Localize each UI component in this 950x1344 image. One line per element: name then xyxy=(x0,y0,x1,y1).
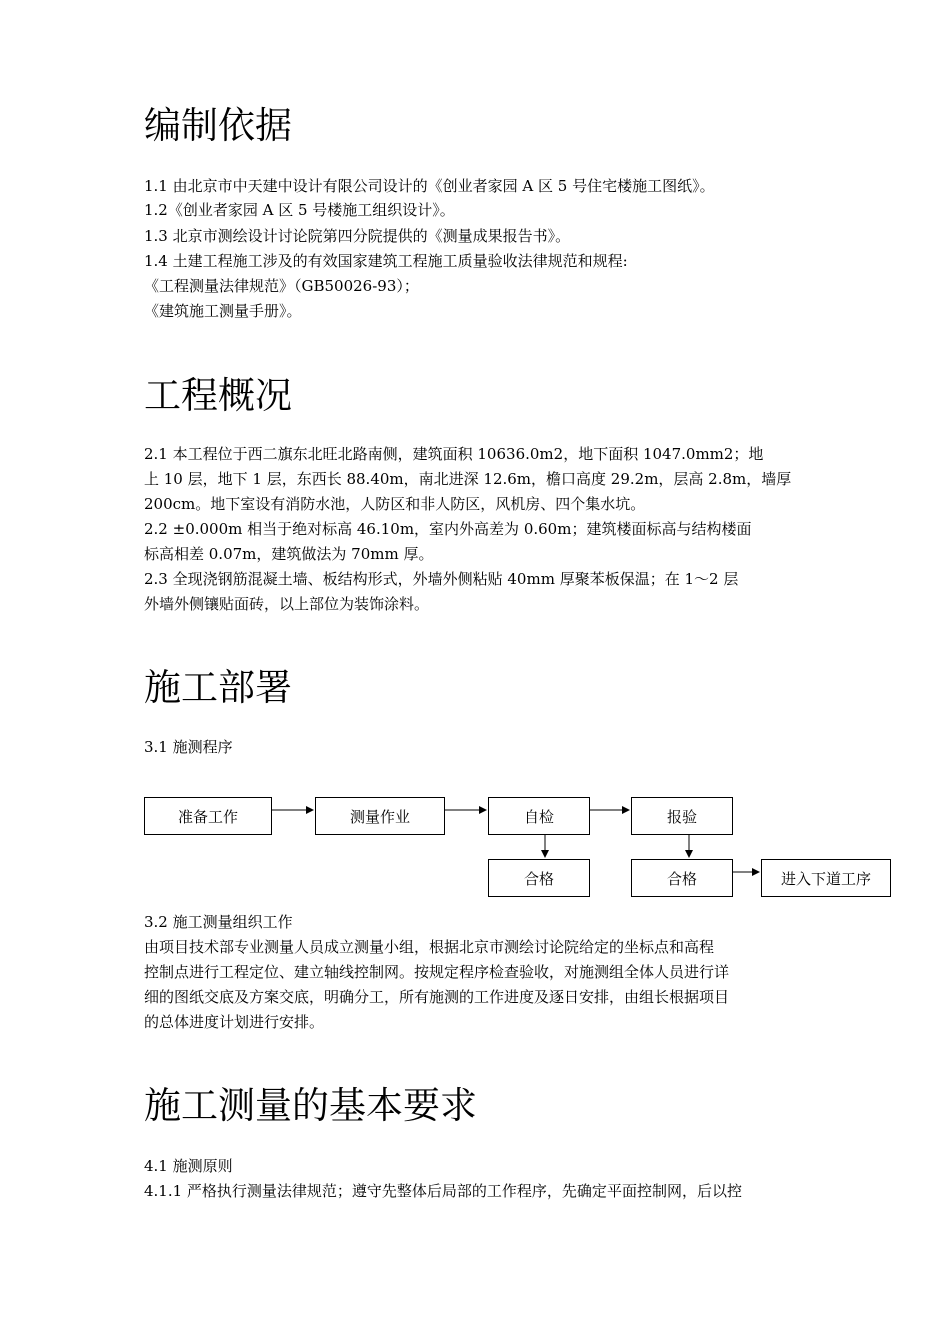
section-heading-basis: 编制依据 xyxy=(144,104,292,147)
flow-box-report: 报验 xyxy=(631,797,733,835)
basis-line-5: 《工程测量法律规范》（GB50026-93）； xyxy=(144,277,419,295)
deployment-line-4: 细的图纸交底及方案交底，明确分工，所有施测的工作进度及逐日安排，由组长根据项目 xyxy=(144,988,730,1006)
basis-line-6: 《建筑施工测量手册》。 xyxy=(144,302,302,320)
basis-line-4: 1.4 土建工程施工涉及的有效国家建筑工程施工质量验收法律规范和规程: xyxy=(144,252,628,270)
overview-line-2: 上 10 层，地下 1 层，东西长 88.40m，南北进深 12.6m，檐口高度 29.2m，层高 2.8m，墙厚 xyxy=(144,470,792,488)
flow-box-pass-selfcheck: 合格 xyxy=(488,859,590,897)
deployment-line-5: 的总体进度计划进行安排。 xyxy=(144,1013,325,1031)
deployment-line-1: 3.2 施工测量组织工作 xyxy=(144,913,293,931)
flow-box-selfcheck: 自检 xyxy=(488,797,590,835)
flow-box-next-step: 进入下道工序 xyxy=(761,859,891,897)
deployment-line-2: 由项目技术部专业测量人员成立测量小组，根据北京市测绘讨论院给定的坐标点和高程 xyxy=(144,938,715,956)
overview-line-7: 外墙外侧镶贴面砖，以上部位为装饰涂料。 xyxy=(144,595,430,613)
section-heading-requirements: 施工测量的基本要求 xyxy=(144,1084,477,1127)
flow-box-survey: 测量作业 xyxy=(315,797,445,835)
overview-line-3: 200cm。地下室设有消防水池，人防区和非人防区，风机房、四个集水坑。 xyxy=(144,495,646,513)
requirements-line-1: 4.1 施测原则 xyxy=(144,1157,233,1175)
section-heading-overview: 工程概况 xyxy=(144,374,292,417)
deployment-intro: 3.1 施测程序 xyxy=(144,738,233,756)
flow-box-prepare: 准备工作 xyxy=(144,797,272,835)
basis-line-3: 1.3 北京市测绘设计讨论院第四分院提供的《测量成果报告书》。 xyxy=(144,227,571,245)
overview-line-1: 2.1 本工程位于西二旗东北旺北路南侧，建筑面积 10636.0m2，地下面积 1047.0mm2；地 xyxy=(144,445,764,463)
overview-line-4: 2.2 ±0.000m 相当于绝对标高 46.10m，室内外高差为 0.60m；建筑楼面标高与结构楼面 xyxy=(144,520,752,538)
basis-line-2: 1.2《创业者家园 A 区 5 号楼施工组织设计》。 xyxy=(144,201,455,219)
overview-line-6: 2.3 全现浇钢筋混凝土墙、板结构形式，外墙外侧粘贴 40mm 厚聚苯板保温；在 1～2 层 xyxy=(144,570,739,588)
basis-line-1: 1.1 由北京市中天建中设计有限公司设计的《创业者家园 A 区 5 号住宅楼施工图纸》。 xyxy=(144,177,715,195)
flow-box-pass-report: 合格 xyxy=(631,859,733,897)
requirements-line-2: 4.1.1 严格执行测量法律规范；遵守先整体后局部的工作程序，先确定平面控制网，后以控 xyxy=(144,1182,742,1200)
section-heading-deployment: 施工部署 xyxy=(144,666,292,709)
overview-line-5: 标高相差 0.07m，建筑做法为 70mm 厚。 xyxy=(144,545,434,563)
deployment-line-3: 控制点进行工程定位、建立轴线控制网。按规定程序检查验收，对施测组全体人员进行详 xyxy=(144,963,730,981)
